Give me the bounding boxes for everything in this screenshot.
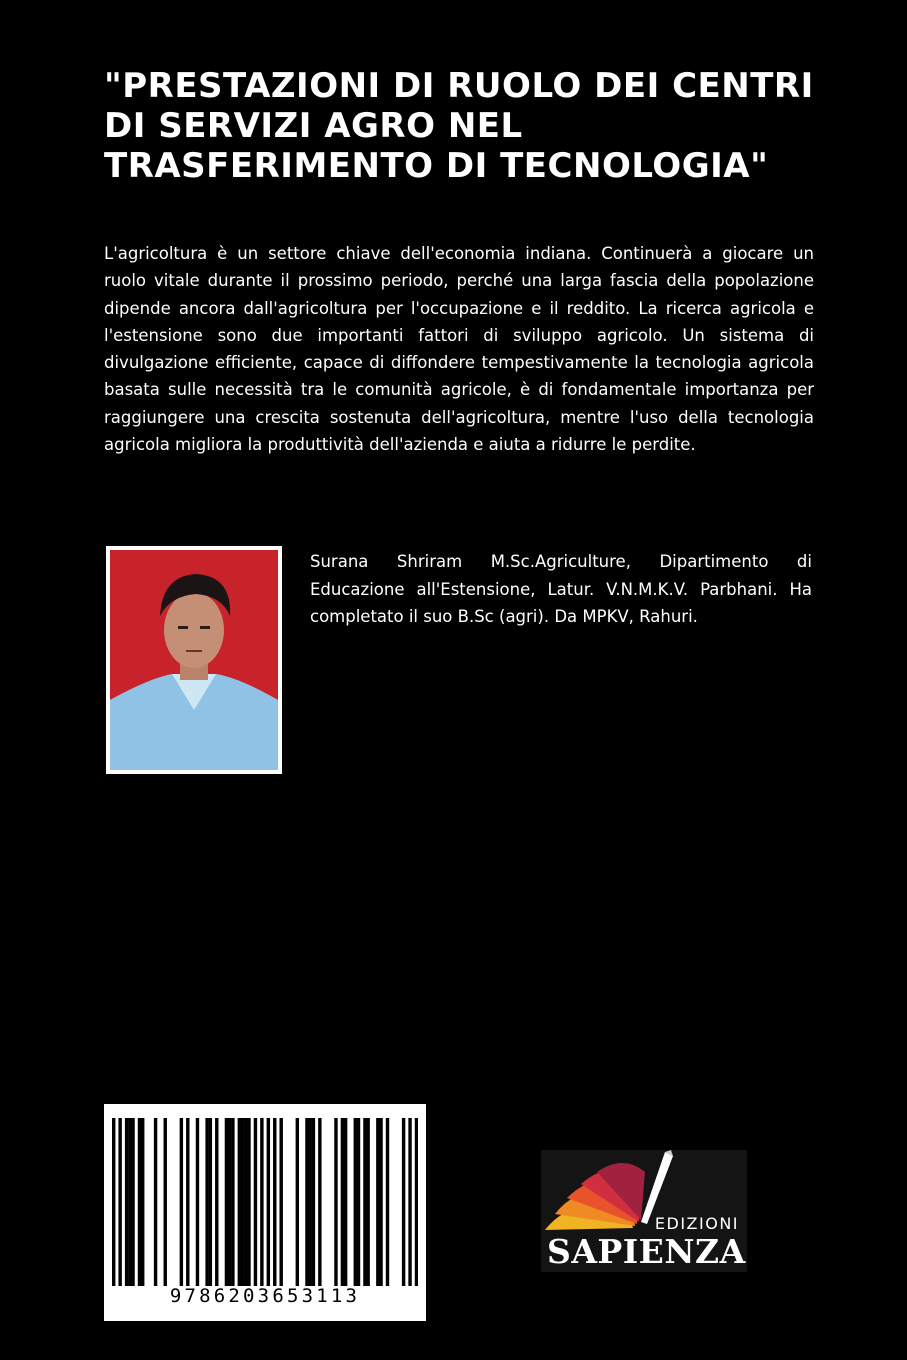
- barcode-bar: [376, 1118, 379, 1286]
- author-portrait-image: [110, 550, 278, 770]
- barcode-bar: [386, 1118, 389, 1286]
- barcode-bar: [379, 1118, 382, 1286]
- barcode-bar: [305, 1118, 308, 1286]
- barcode-bar: [231, 1118, 234, 1286]
- barcode-bar: [260, 1118, 263, 1286]
- barcode-bar: [334, 1118, 337, 1286]
- barcode-bar: [209, 1118, 212, 1286]
- barcode-bar: [112, 1118, 115, 1286]
- book-title: "PRESTAZIONI DI RUOLO DEI CENTRI DI SERVIZI AGRO NEL TRASFERIMENTO DI TECNOLOGIA": [104, 66, 814, 186]
- barcode-bar: [180, 1118, 183, 1286]
- barcode-bar: [141, 1118, 144, 1286]
- barcode-bar: [244, 1118, 247, 1286]
- barcode-bar: [357, 1118, 360, 1286]
- barcode-bar: [366, 1118, 369, 1286]
- barcode-bar: [225, 1118, 228, 1286]
- barcode-bar: [215, 1118, 218, 1286]
- publisher-name: SAPIENZA: [547, 1232, 746, 1271]
- barcode-bar: [267, 1118, 270, 1286]
- author-photo: [106, 546, 282, 774]
- barcode-bar: [238, 1118, 241, 1286]
- isbn-number: 9786203653113: [169, 1285, 361, 1307]
- barcode-bar: [247, 1118, 250, 1286]
- book-description: L'agricoltura è un settore chiave dell'economia indiana. Continuerà a giocare un ruolo vitale durante il prossimo periodo, perché una larga fascia della popolazione dipende ancora dall'agricoltura per l'occupazione e il reddito. La ricerca agricola e l'estensione sono due importanti fattori di sviluppo agricolo. Un sistema di divulgazione efficiente, capace di diffondere tempestivamente la tecnologia agricola basata sulle necessità tra le comunità agricole, è di fondamentale importanza per raggiungere una crescita sostenuta dell'agricoltura, mentre l'uso della tecnologia agricola migliora la produttività dell'azienda e aiuta a ridurre le perdite.: [104, 244, 814, 455]
- barcode-bar: [241, 1118, 244, 1286]
- author-bio: Surana Shriram M.Sc.Agriculture, Dipartimento di Educazione all'Estensione, Latur. V.N.M.K.V. Parbhani. Ha completato il suo B.Sc (agri). Da MPKV, Rahuri.: [310, 552, 812, 626]
- publisher-logo: [541, 1150, 747, 1272]
- barcode-bar: [154, 1118, 157, 1286]
- barcode-bar: [344, 1118, 347, 1286]
- barcode-bar: [312, 1118, 315, 1286]
- barcode-bars: [112, 1118, 418, 1286]
- barcode-bar: [415, 1118, 418, 1286]
- barcode-bar: [408, 1118, 411, 1286]
- barcode-bar: [164, 1118, 167, 1286]
- barcode-bar: [186, 1118, 189, 1286]
- barcode-bar: [138, 1118, 141, 1286]
- barcode-bar: [273, 1118, 276, 1286]
- barcode-bar: [128, 1118, 131, 1286]
- barcode-bar: [318, 1118, 321, 1286]
- barcode-bar: [279, 1118, 282, 1286]
- publisher-imprint-label: EDIZIONI: [654, 1214, 739, 1233]
- barcode-bar: [228, 1118, 231, 1286]
- barcode-bar: [125, 1118, 128, 1286]
- barcode-bar: [296, 1118, 299, 1286]
- barcode-bar: [196, 1118, 199, 1286]
- barcode-bar: [254, 1118, 257, 1286]
- barcode-bar: [341, 1118, 344, 1286]
- isbn-barcode: [104, 1104, 426, 1321]
- barcode-bar: [363, 1118, 366, 1286]
- barcode-bar: [308, 1118, 311, 1286]
- barcode-bar: [402, 1118, 405, 1286]
- barcode-bar: [354, 1118, 357, 1286]
- barcode-bar: [118, 1118, 121, 1286]
- barcode-bar: [131, 1118, 134, 1286]
- barcode-bar: [205, 1118, 208, 1286]
